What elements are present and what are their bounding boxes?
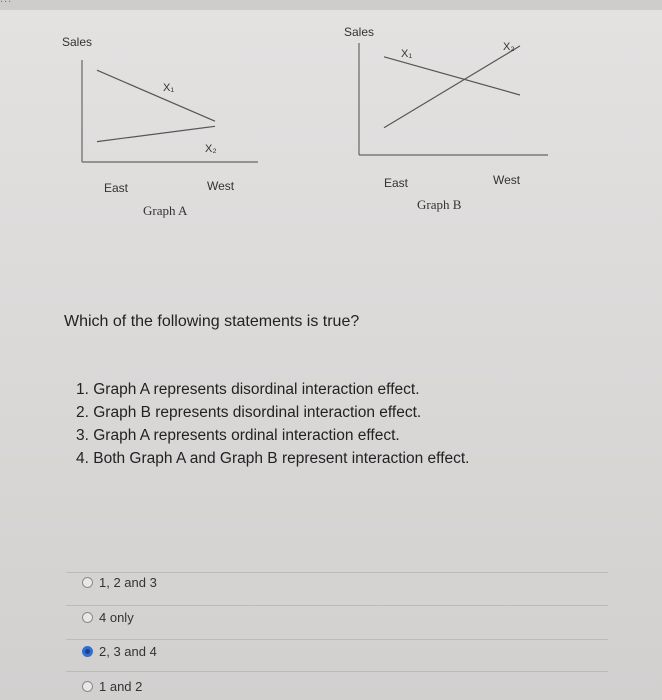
graph-a-ylabel: Sales: [62, 35, 93, 49]
answer-option-2[interactable]: [82, 606, 134, 628]
radio-button[interactable]: [82, 577, 93, 588]
answer-option-label: 1 and 2: [99, 678, 143, 694]
graph-a-x1-label: X₁: [163, 82, 175, 94]
graph-b-series-x1: [384, 57, 520, 95]
graph-a-x2-label: X₂: [205, 143, 217, 155]
graph-a-title: Graph A: [143, 203, 188, 218]
graph-b-east-tick: East: [384, 176, 409, 190]
statement-item: 3. Graph A represents ordinal interaction effect.: [76, 427, 400, 444]
option-divider: [66, 671, 608, 672]
graph-b-west-tick: West: [493, 173, 521, 187]
answer-option-3[interactable]: [82, 640, 157, 662]
graph-b-x1-label: X₁: [401, 48, 413, 60]
graph-b: [344, 25, 548, 212]
graph-b-title: Graph B: [417, 197, 462, 212]
question-text: Which of the following statements is true?: [64, 313, 360, 330]
graph-b-x2-label: X₂: [503, 41, 515, 53]
radio-button[interactable]: [82, 646, 93, 657]
graph-a-west-tick: West: [207, 179, 235, 193]
graph-a-series-x1: [97, 70, 215, 121]
statements-list: [76, 378, 470, 470]
graph-a: [62, 35, 258, 218]
graph-b-ylabel: Sales: [344, 25, 375, 39]
graph-a-east-tick: East: [104, 181, 129, 195]
answer-option-label: 1, 2 and 3: [99, 574, 157, 590]
statement-item: 4. Both Graph A and Graph B represent interaction effect.: [76, 450, 470, 467]
radio-button[interactable]: [82, 612, 93, 623]
answer-option-4[interactable]: [82, 675, 142, 697]
graphs-figure: [0, 0, 662, 300]
statement-item: 1. Graph A represents disordinal interaction effect.: [76, 381, 420, 398]
graph-a-series-x2: [97, 126, 215, 141]
statement-item: 2. Graph B represents disordinal interaction effect.: [76, 404, 422, 421]
answer-option-1[interactable]: [82, 571, 157, 593]
answer-option-label: 4 only: [99, 609, 134, 625]
option-divider: [66, 605, 608, 606]
answer-option-label: 2, 3 and 4: [99, 643, 157, 659]
radio-button[interactable]: [82, 681, 93, 692]
